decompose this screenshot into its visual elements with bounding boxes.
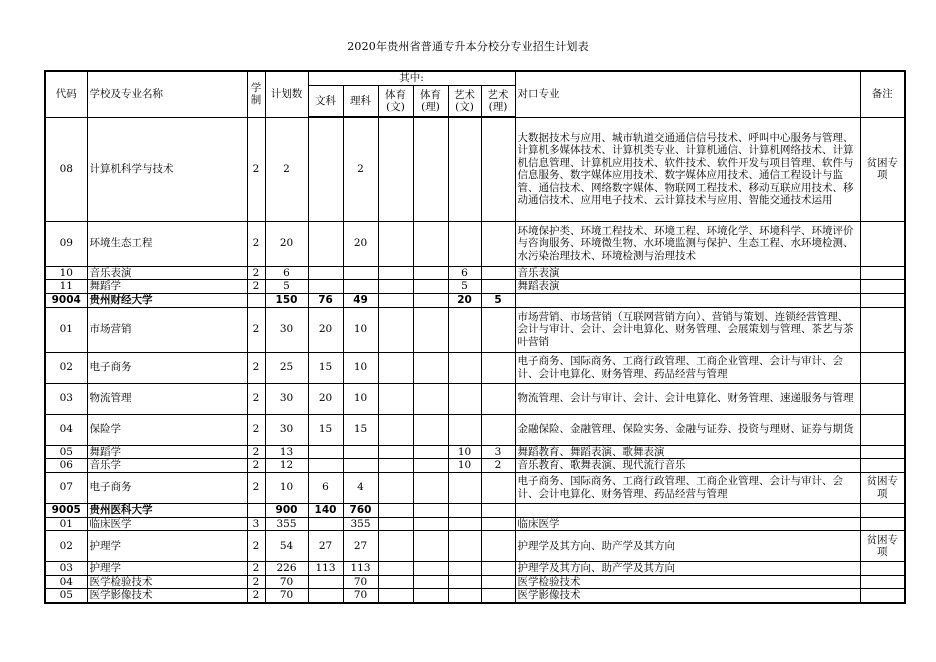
row-major: 音乐教育、歌舞表演、现代流行音乐 [515,459,860,473]
school-row [45,503,905,517]
row-remark [860,589,905,603]
row-major: 护理学及其方向、助产学及其方向 [515,531,860,562]
row-major: 护理学及其方向、助产学及其方向 [515,562,860,576]
row-years: 2 [247,117,265,221]
row-pe-li [413,575,448,589]
row-art-wen [448,562,481,576]
row-pe-wen [378,383,413,414]
row-plan: 6 [265,266,308,280]
row-major: 物流管理、会计与审计、会计、会计电算化、财务管理、速递服务与管理 [515,383,860,414]
row-like: 2 [343,117,378,221]
row-pe-li [413,352,448,383]
row-name: 市场营销 [87,307,247,352]
row-like [343,459,378,473]
row-major: 电子商务、国际商务、工商行政管理、工商企业管理、会计与审计、会计、会计电算化、财务管理、药品经营与管理 [515,472,860,503]
header-plan: 计划数 [265,71,308,117]
row-pe-li [413,531,448,562]
row-remark [860,459,905,473]
row-remark: 贫困专项 [860,531,905,562]
table-row [45,266,905,280]
table-row [45,280,905,294]
row-years: 2 [247,352,265,383]
row-major [515,503,860,517]
row-art-li: 5 [481,293,515,307]
row-pe-wen [378,589,413,603]
row-major: 临床医学 [515,517,860,531]
row-like [343,280,378,294]
row-wenke [308,117,343,221]
table-row [45,117,905,221]
row-pe-wen [378,266,413,280]
row-like: 70 [343,575,378,589]
row-art-li [481,414,515,445]
row-pe-li [413,117,448,221]
row-wenke: 140 [308,503,343,517]
row-name: 贵州财经大学 [87,293,247,307]
row-like: 355 [343,517,378,531]
row-major: 音乐表演 [515,266,860,280]
row-pe-wen [378,562,413,576]
row-art-wen: 20 [448,293,481,307]
table-row [45,414,905,445]
row-major [515,293,860,307]
row-plan: 70 [265,575,308,589]
row-years: 2 [247,414,265,445]
row-wenke: 6 [308,472,343,503]
row-wenke [308,459,343,473]
row-pe-wen [378,414,413,445]
row-art-wen [448,383,481,414]
row-years: 2 [247,221,265,266]
row-wenke: 20 [308,383,343,414]
row-years: 2 [247,307,265,352]
row-plan: 355 [265,517,308,531]
row-art-wen: 10 [448,459,481,473]
row-pe-wen [378,472,413,503]
row-like: 10 [343,383,378,414]
table-row [45,517,905,531]
row-art-wen [448,503,481,517]
row-name: 临床医学 [87,517,247,531]
header-years: 学制 [247,71,265,117]
row-code: 09 [45,221,87,266]
row-pe-wen [378,445,413,459]
row-years: 2 [247,459,265,473]
row-art-li [481,307,515,352]
table-row [45,531,905,562]
row-art-li [481,280,515,294]
row-wenke [308,575,343,589]
row-code: 04 [45,414,87,445]
row-major: 金融保险、金融管理、保险实务、金融与证券、投资与理财、证券与期货 [515,414,860,445]
row-pe-li [413,307,448,352]
row-remark [860,307,905,352]
row-code: 02 [45,352,87,383]
row-major: 舞蹈表演 [515,280,860,294]
row-code: 02 [45,531,87,562]
row-remark [860,575,905,589]
header-like: 理科 [343,85,378,117]
row-name: 电子商务 [87,472,247,503]
row-code: 04 [45,575,87,589]
row-plan: 30 [265,414,308,445]
row-pe-li [413,293,448,307]
row-code: 01 [45,517,87,531]
row-major: 电子商务、国际商务、工商行政管理、工商企业管理、会计与审计、会计、会计电算化、财务管理、药品经营与管理 [515,352,860,383]
row-years [247,503,265,517]
row-pe-li [413,266,448,280]
row-pe-wen [378,575,413,589]
row-art-li [481,266,515,280]
row-art-li [481,117,515,221]
row-pe-li [413,414,448,445]
row-remark [860,562,905,576]
row-art-wen [448,117,481,221]
row-code: 03 [45,383,87,414]
row-code: 06 [45,459,87,473]
row-code: 10 [45,266,87,280]
row-pe-li [413,383,448,414]
row-name: 环境生态工程 [87,221,247,266]
row-pe-li [413,459,448,473]
row-wenke: 27 [308,531,343,562]
table-row [45,575,905,589]
row-like: 760 [343,503,378,517]
row-wenke: 113 [308,562,343,576]
row-art-li [481,383,515,414]
row-name: 音乐表演 [87,266,247,280]
row-name: 物流管理 [87,383,247,414]
school-row [45,293,905,307]
row-pe-li [413,503,448,517]
row-plan: 54 [265,531,308,562]
header-wenke: 文科 [308,85,343,117]
row-pe-wen [378,352,413,383]
row-pe-wen [378,280,413,294]
row-remark [860,503,905,517]
row-name: 舞蹈学 [87,280,247,294]
row-plan: 25 [265,352,308,383]
header-of-which: 其中: [308,71,515,85]
row-wenke [308,589,343,603]
table-row [45,589,905,603]
row-pe-li [413,472,448,503]
row-years: 2 [247,589,265,603]
row-plan: 70 [265,589,308,603]
row-like: 20 [343,221,378,266]
row-remark: 贫困专项 [860,117,905,221]
row-name: 护理学 [87,531,247,562]
row-art-wen [448,575,481,589]
table-row [45,562,905,576]
table-row [45,221,905,266]
row-remark: 贫困专项 [860,472,905,503]
row-name: 音乐学 [87,459,247,473]
row-remark [860,280,905,294]
header-pe-li: 体育(理) [413,85,448,117]
row-wenke: 15 [308,414,343,445]
row-pe-wen [378,503,413,517]
row-wenke [308,221,343,266]
row-remark [860,414,905,445]
row-art-li [481,517,515,531]
row-plan: 12 [265,459,308,473]
row-remark [860,352,905,383]
row-name: 医学检验技术 [87,575,247,589]
row-pe-wen [378,117,413,221]
row-code: 08 [45,117,87,221]
row-art-wen [448,307,481,352]
table-row [45,352,905,383]
row-remark [860,293,905,307]
row-like: 4 [343,472,378,503]
header-name: 学校及专业名称 [87,71,247,117]
row-art-li: 2 [481,459,515,473]
row-plan: 2 [265,117,308,221]
row-plan: 226 [265,562,308,576]
row-years: 2 [247,562,265,576]
row-art-li [481,562,515,576]
row-years: 2 [247,383,265,414]
row-pe-li [413,221,448,266]
row-like: 113 [343,562,378,576]
row-years: 2 [247,575,265,589]
row-wenke [308,445,343,459]
row-wenke [308,266,343,280]
row-plan: 30 [265,383,308,414]
row-major: 大数据技术与应用、城市轨道交通通信信号技术、呼叫中心服务与管理、计算机多媒体技术、计算机类专业、计算机通信、计算机网络技术、计算机信息管理、计算机应用技术、软件技术、软件开发与项目管理、软件与信息服务、数字媒体应用技术、数字媒体应用技术、通信工程设计与监管、通信技术、网络数字媒体、物联网工程技术、移动互联应用技术、移动通信技术、应用电子技术、云计算技术与应用、智能交通技术运用 [515,117,860,221]
row-like [343,445,378,459]
row-major: 舞蹈教育、舞蹈表演、歌舞表演 [515,445,860,459]
row-major: 医学检验技术 [515,575,860,589]
row-art-wen [448,531,481,562]
row-code: 05 [45,589,87,603]
table-row [45,445,905,459]
row-code: 9004 [45,293,87,307]
row-like: 10 [343,307,378,352]
row-art-wen [448,517,481,531]
row-plan: 150 [265,293,308,307]
row-major: 环境保护类、环境工程技术、环境工程、环境化学、环境科学、环境评价与咨询服务、环境微生物、水环境监测与保护、生态工程、水环境检测、水污染治理技术、环境检测与治理技术 [515,221,860,266]
row-pe-wen [378,517,413,531]
row-wenke [308,280,343,294]
row-pe-li [413,445,448,459]
row-pe-wen [378,221,413,266]
row-name: 计算机科学与技术 [87,117,247,221]
row-years: 2 [247,445,265,459]
row-wenke [308,517,343,531]
table-row [45,459,905,473]
row-plan: 30 [265,307,308,352]
enrollment-plan-table [44,70,906,604]
header-code: 代码 [45,71,87,117]
header-art-wen: 艺术(文) [448,85,481,117]
row-name: 保险学 [87,414,247,445]
table-row [45,472,905,503]
row-wenke: 15 [308,352,343,383]
row-name: 护理学 [87,562,247,576]
row-art-li [481,472,515,503]
row-art-li: 3 [481,445,515,459]
row-plan: 10 [265,472,308,503]
row-major: 医学影像技术 [515,589,860,603]
row-years: 2 [247,266,265,280]
row-plan: 5 [265,280,308,294]
header-major: 对口专业 [515,71,860,117]
row-years: 2 [247,280,265,294]
row-plan: 20 [265,221,308,266]
row-name: 舞蹈学 [87,445,247,459]
row-wenke: 20 [308,307,343,352]
row-plan: 13 [265,445,308,459]
row-code: 9005 [45,503,87,517]
row-art-li [481,531,515,562]
table-row [45,307,905,352]
row-pe-wen [378,531,413,562]
row-art-li [481,589,515,603]
row-remark [860,221,905,266]
header-remark: 备注 [860,71,905,117]
row-major: 市场营销、市场营销（互联网营销方向）、营销与策划、连锁经营管理、会计与审计、会计、会计电算化、财务管理、会展策划与管理、茶艺与茶叶营销 [515,307,860,352]
row-code: 03 [45,562,87,576]
row-art-wen [448,472,481,503]
row-like: 27 [343,531,378,562]
row-art-wen [448,589,481,603]
row-years: 2 [247,531,265,562]
row-code: 11 [45,280,87,294]
row-pe-li [413,562,448,576]
row-remark [860,445,905,459]
header-pe-wen: 体育(文) [378,85,413,117]
row-code: 01 [45,307,87,352]
row-remark [860,266,905,280]
row-like: 70 [343,589,378,603]
row-pe-wen [378,293,413,307]
row-code: 05 [45,445,87,459]
row-art-wen: 10 [448,445,481,459]
row-art-li [481,352,515,383]
row-remark [860,517,905,531]
row-name: 电子商务 [87,352,247,383]
row-like: 10 [343,352,378,383]
row-like: 49 [343,293,378,307]
row-pe-li [413,589,448,603]
page-title: 2020年贵州省普通专升本分校分专业招生计划表 [347,40,589,53]
row-wenke: 76 [308,293,343,307]
row-art-wen: 5 [448,280,481,294]
row-years: 2 [247,472,265,503]
table-row [45,383,905,414]
row-pe-li [413,280,448,294]
row-like [343,266,378,280]
row-art-li [481,221,515,266]
row-years [247,293,265,307]
row-remark [860,383,905,414]
row-pe-li [413,517,448,531]
row-pe-wen [378,459,413,473]
row-art-wen: 6 [448,266,481,280]
row-name: 贵州医科大学 [87,503,247,517]
header-art-li: 艺术(理) [481,85,515,117]
row-like: 15 [343,414,378,445]
row-art-li [481,503,515,517]
row-art-wen [448,352,481,383]
row-art-li [481,575,515,589]
row-art-wen [448,414,481,445]
row-art-wen [448,221,481,266]
row-code: 07 [45,472,87,503]
row-name: 医学影像技术 [87,589,247,603]
row-years: 3 [247,517,265,531]
row-plan: 900 [265,503,308,517]
row-pe-wen [378,307,413,352]
